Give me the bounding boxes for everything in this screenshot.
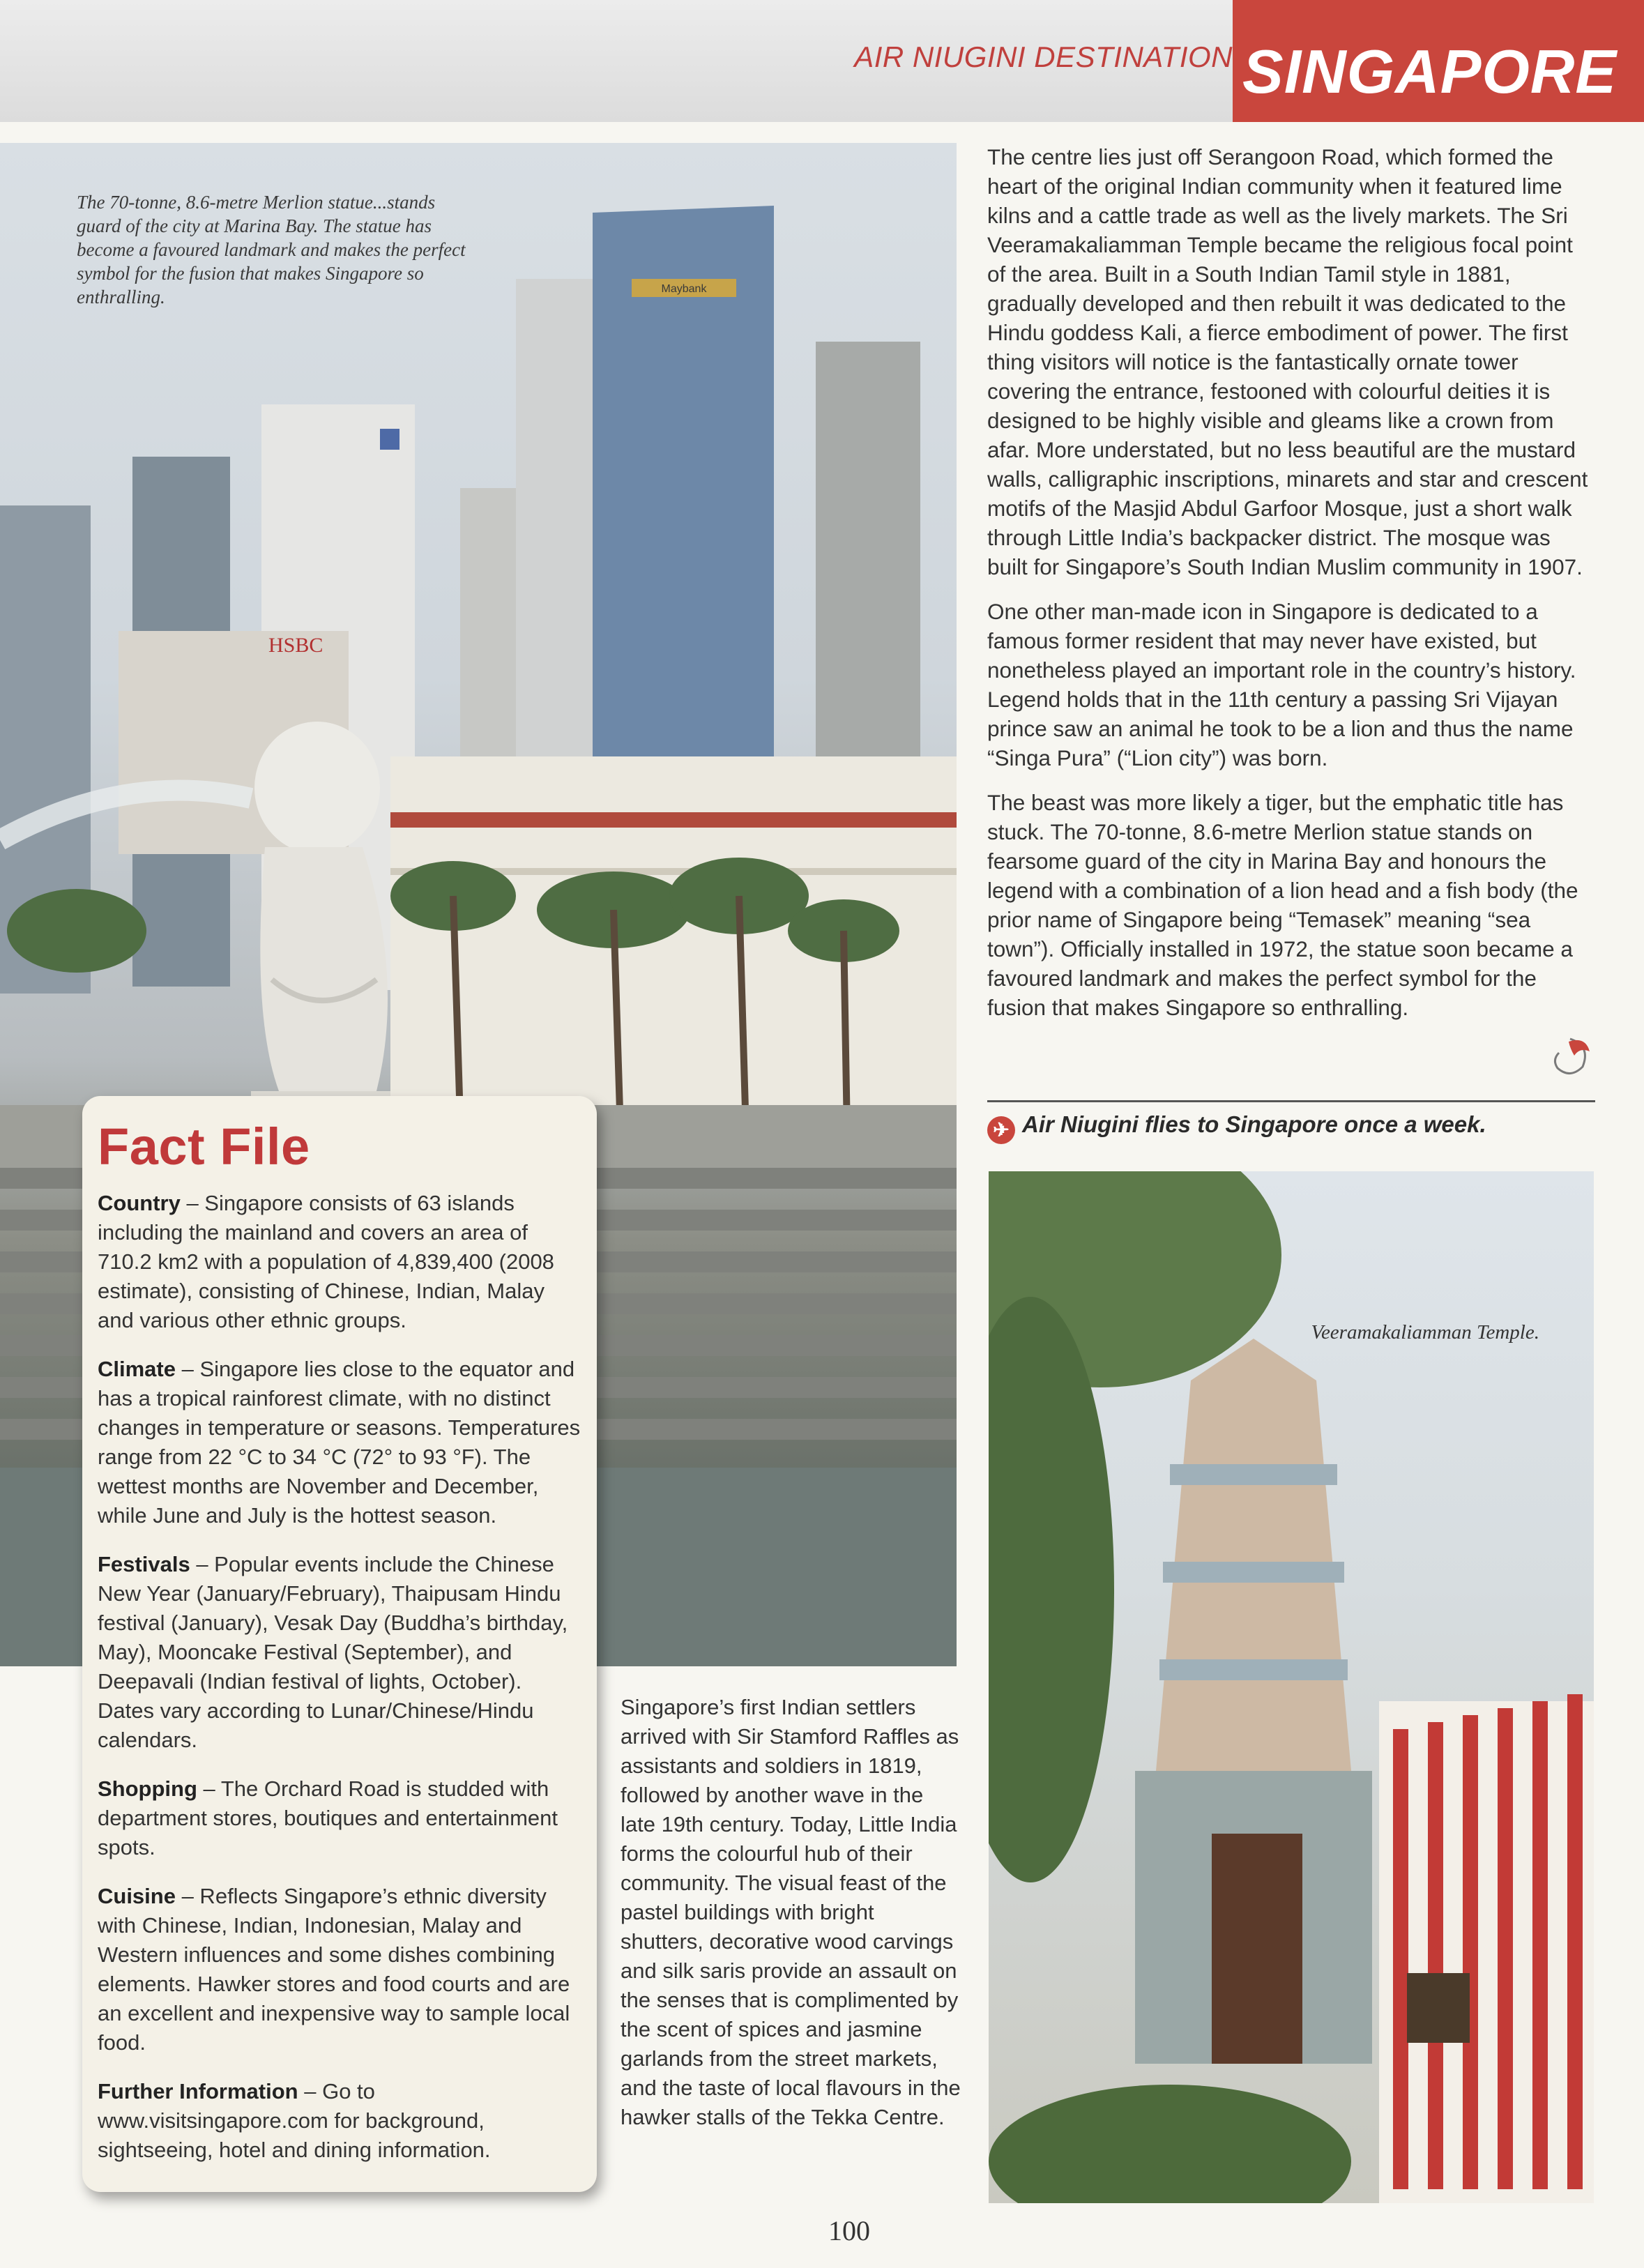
fact-text: – Popular events include the Chinese New Year (January/February), Thaipusam Hindu festival (January), Vesak Day (Buddha’s birthday, May), Mooncake Festival (September), and Deepavali (Indian festival of lights, October). Dates vary according to Lunar/Chinese/Hindu calendars. [98, 1552, 568, 1752]
flies-note-text: Air Niugini flies to Singapore once a week. [1022, 1111, 1486, 1137]
fact-label: Cuisine [98, 1884, 176, 1908]
section-divider [987, 1100, 1595, 1102]
fact-file-title: Fact File [98, 1118, 310, 1175]
temple-plaque [1407, 1973, 1470, 2043]
flies-note [987, 1111, 1486, 1144]
fact-item-further-info [98, 2077, 581, 2165]
fact-label: Climate [98, 1357, 176, 1381]
temple-door [1212, 1834, 1302, 2064]
temple-photo [989, 1171, 1594, 2203]
fact-item-festivals [98, 1550, 581, 1755]
fact-text: – Singapore lies close to the equator and has a tropical rainforest climate, with no distinct changes in temperature or seasons. Temperatures range from 22 °C to 34 °C (72° to 93 °F). The wettest months are November and December, while June and July is the hottest season. [98, 1357, 581, 1528]
plane-icon: ✈ [987, 1116, 1015, 1144]
fact-label: Festivals [98, 1552, 190, 1576]
fact-label: Country [98, 1191, 181, 1215]
fact-text: – Reflects Singapore’s ethnic diversity with Chinese, Indian, Indonesian, Malay and Western influences and some dishes combining elements. Hawker stores and food courts and are an excellent and inexpensive way to sample local food. [98, 1884, 570, 2055]
fact-item-shopping [98, 1774, 581, 1862]
air-niugini-bird-icon [1549, 1032, 1592, 1081]
body-paragraph: One other man-made icon in Singapore is dedicated to a famous former resident that may never have existed, but nonetheless played an important role in the country’s history. Legend holds that in the 11th century a passing Sri Vijayan prince saw an animal he took to be a lion and thus the name “Singa Pura” (“Lion city”) was born. [987, 599, 1576, 770]
hero-caption: The 70-tonne, 8.6-metre Merlion statue...stands guard of the city at Marina Bay. The statue has become a favoured landmark and makes the perfect symbol for the fusion that makes Singapore so enthralling. [77, 192, 466, 307]
fact-item-cuisine [98, 1882, 581, 2057]
body-paragraph: The beast was more likely a tiger, but the emphatic title has stuck. The 70-tonne, 8.6-metre Merlion statue stands on fearsome guard of the city in Marina Bay and honours the legend with a combination of a lion head and a fish body (the prior name of Singapore being “Temasek” meaning “sea town”). Officially installed in 1972, the statue soon became a favoured landmark and makes the perfect symbol for the fusion that makes Singapore so enthralling. [987, 790, 1578, 1020]
fact-item-climate [98, 1355, 581, 1530]
page-title: SINGAPORE [1242, 37, 1618, 106]
gopuram-tower [1156, 1339, 1351, 1771]
fact-text: – Singapore consists of 63 islands including the mainland and covers an area of 710.2 km2 with a population of 4,839,400 (2008 estimate), consisting of Chinese, Indian, Malay and various other ethnic groups. [98, 1191, 554, 1332]
page-number: 100 [828, 2215, 870, 2246]
fact-label: Further Information [98, 2079, 298, 2103]
maybank-sign-text: Maybank [661, 283, 707, 295]
middle-column-text: Singapore’s first Indian settlers arrived with Sir Stamford Raffles as assistants and soldiers in 1819, followed by another wave in the late 19th century. Today, Little India forms the colourful hub of their community. The visual feast of the pastel buildings with bright shutters, decorative wood carvings and silk saris provide an assault on the senses that is complimented by the scent of spices and jasmine garlands from the street markets, and the taste of local flavours in the hawker stalls of the Tekka Centre. [621, 1695, 961, 2129]
fact-item-country [98, 1189, 581, 1335]
fact-text: – Go to www.visitsingapore.com for background, sightseeing, hotel and dining information. [98, 2079, 491, 2162]
maybank-tower [593, 206, 774, 830]
striped-wall [1379, 1701, 1594, 2203]
fact-file-box [82, 1096, 597, 2192]
hsbc-sign: HSBC [268, 634, 324, 657]
header-kicker: AIR NIUGINI DESTINATION [854, 40, 1233, 73]
fact-label: Shopping [98, 1776, 197, 1801]
right-column [987, 142, 1594, 1037]
body-paragraph: The centre lies just off Serangoon Road, which formed the heart of the original Indian community when it featured lime kilns and a cattle trade as well as the lively markets. The Sri Veeramakaliamman Temple became the religious focal point of the area. Built in a South Indian Tamil style in 1881, gradually developed and then rebuilt it was dedicated to the Hindu goddess Kali, a fierce embodiment of power. The first thing visitors will notice is the fantastically ornate tower covering the entrance, festooned with colourful deities it is designed to be highly visible and gleams like a crown from afar. More understated, but no less beautiful are the mustard walls, calligraphic inscriptions, minarets and star and crescent motifs of the Masjid Abdul Garfoor Mosque, just a short walk through Little India’s backpacker district. The mosque was built for Singapore’s South Indian Muslim community in 1907. [987, 144, 1588, 579]
fact-text: – The Orchard Road is studded with department stores, boutiques and entertainment spots. [98, 1776, 558, 1859]
temple-caption: Veeramakaliamman Temple. [1311, 1321, 1539, 1344]
